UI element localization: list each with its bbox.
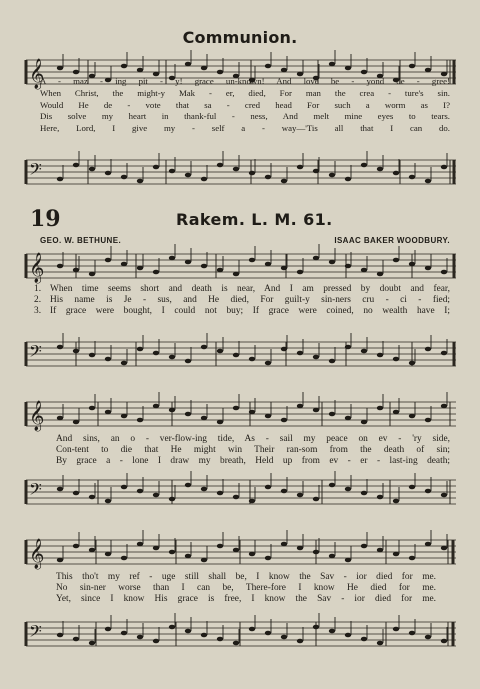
note-head: [105, 258, 111, 263]
page-title: Communion.: [182, 28, 298, 47]
verse-line: Would He de - vote that sa - cred head For such a worm as I?: [40, 99, 450, 110]
note-head: [281, 489, 287, 494]
note-head: [441, 351, 447, 356]
note-head: [57, 416, 63, 421]
note-head: [185, 554, 191, 559]
note-head: [153, 351, 159, 356]
note-head: [377, 272, 383, 277]
note-head: [393, 627, 399, 632]
note-head: [425, 68, 431, 73]
note-head: [169, 169, 175, 174]
note-head: [217, 163, 223, 168]
note-head: [137, 418, 143, 423]
note-head: [137, 266, 143, 271]
note-head: [57, 264, 63, 269]
note-head: [409, 485, 415, 490]
note-head: [377, 353, 383, 358]
note-head: [265, 556, 271, 561]
note-head: [73, 70, 79, 75]
note-head: [121, 485, 127, 490]
note-head: [377, 641, 383, 646]
note-head: [73, 163, 79, 168]
note-head: [89, 641, 95, 646]
note-head: [409, 631, 415, 636]
note-head: [153, 270, 159, 275]
note-head: [345, 177, 351, 182]
note-head: [281, 347, 287, 352]
note-head: [89, 495, 95, 500]
note-head: [201, 558, 207, 563]
note-head: [217, 268, 223, 273]
note-head: [265, 631, 271, 636]
note-head: [105, 410, 111, 415]
note-head: [57, 487, 63, 492]
note-head: [169, 625, 175, 630]
note-head: [105, 627, 111, 632]
note-head: [89, 548, 95, 553]
note-head: [425, 179, 431, 184]
note-head: [121, 64, 127, 69]
note-head: [409, 361, 415, 366]
note-head: [409, 414, 415, 419]
note-head: [121, 361, 127, 366]
note-head: [377, 167, 383, 172]
note-head: [345, 487, 351, 492]
note-head: [393, 499, 399, 504]
note-head: [57, 558, 63, 563]
note-head: [249, 552, 255, 557]
system3-verses: [56, 572, 436, 606]
svg-text:𝄢: 𝄢: [29, 621, 42, 645]
note-head: [361, 349, 367, 354]
note-head: [345, 66, 351, 71]
svg-text:𝄞: 𝄞: [29, 401, 45, 431]
note-head: [345, 558, 351, 563]
note-head: [201, 487, 207, 492]
note-head: [409, 262, 415, 267]
note-head: [153, 165, 159, 170]
note-head: [313, 355, 319, 360]
note-head: [217, 349, 223, 354]
note-head: [329, 173, 335, 178]
note-head: [185, 173, 191, 178]
verse-line: 3. If grace were bought, I could not buy; If grace were coined, no wealth have I;: [34, 306, 450, 317]
note-head: [201, 416, 207, 421]
note-head: [297, 404, 303, 409]
svg-text:𝄞: 𝄞: [29, 253, 45, 283]
note-head: [185, 412, 191, 417]
note-head: [233, 548, 239, 553]
note-head: [137, 489, 143, 494]
note-head: [425, 489, 431, 494]
note-head: [169, 256, 175, 261]
verse-line: Here, Lord, I give my - self a - way—'Tis all that I can do.: [40, 123, 450, 134]
note-head: [441, 546, 447, 551]
note-head: [329, 260, 335, 265]
note-head: [265, 485, 271, 490]
top-verses: [40, 76, 450, 135]
note-head: [377, 495, 383, 500]
note-head: [265, 262, 271, 267]
note-head: [425, 418, 431, 423]
verse-line: Con-tent to die that He might win Their ran-som from the death of sin;: [56, 445, 450, 456]
note-head: [281, 418, 287, 423]
note-head: [265, 64, 271, 69]
bass-staff-2: [26, 478, 456, 508]
note-head: [425, 635, 431, 640]
note-head: [169, 550, 175, 555]
note-head: [281, 542, 287, 547]
note-head: [441, 639, 447, 644]
verse-line: And sins, an o - ver-flow-ing tide, As - sail my peace on ev - 'ry side,: [56, 434, 450, 444]
note-head: [153, 493, 159, 498]
note-head: [297, 165, 303, 170]
note-head: [329, 483, 335, 488]
note-head: [233, 167, 239, 172]
note-head: [361, 491, 367, 496]
note-head: [105, 357, 111, 362]
note-head: [425, 542, 431, 547]
treble-staff-3: [26, 538, 456, 568]
system2-verses: [56, 434, 450, 468]
note-head: [153, 639, 159, 644]
note-head: [329, 359, 335, 364]
note-head: [361, 163, 367, 168]
note-head: [265, 414, 271, 419]
note-head: [153, 404, 159, 409]
note-head: [441, 493, 447, 498]
note-head: [233, 272, 239, 277]
note-head: [377, 548, 383, 553]
note-head: [89, 353, 95, 358]
note-head: [185, 629, 191, 634]
note-head: [73, 637, 79, 642]
note-head: [345, 345, 351, 350]
note-head: [217, 491, 223, 496]
note-head: [441, 270, 447, 275]
note-head: [217, 544, 223, 549]
bass-staff-top: [26, 158, 456, 188]
note-head: [233, 353, 239, 358]
note-head: [201, 633, 207, 638]
note-head: [201, 66, 207, 71]
note-head: [185, 359, 191, 364]
lyricist: GEO. W. BETHUNE.: [40, 236, 122, 245]
treble-staff-1: [26, 252, 456, 282]
verse-line: Yet, since I know His grace is free, I know the Sav - ior died for me.: [56, 594, 436, 605]
verse-line: When Christ, the might-y Mak - er, died, For man the crea - ture's sin.: [40, 87, 450, 98]
svg-text:𝄢: 𝄢: [29, 479, 42, 503]
note-head: [73, 544, 79, 549]
note-head: [249, 258, 255, 263]
bass-staff-3: [26, 620, 456, 650]
svg-text:𝄢: 𝄢: [29, 159, 42, 183]
note-head: [393, 552, 399, 557]
verse-line: A - maz - ing pit - y! grace un-known! And love be - yond de - gree!: [40, 76, 450, 86]
note-head: [185, 62, 191, 67]
note-head: [425, 266, 431, 271]
note-head: [393, 357, 399, 362]
note-head: [233, 495, 239, 500]
note-head: [361, 420, 367, 425]
note-head: [169, 408, 175, 413]
note-head: [361, 268, 367, 273]
note-head: [57, 66, 63, 71]
note-head: [313, 408, 319, 413]
note-head: [185, 483, 191, 488]
note-head: [281, 266, 287, 271]
note-head: [393, 171, 399, 176]
note-head: [249, 357, 255, 362]
note-head: [361, 70, 367, 75]
note-head: [313, 550, 319, 555]
note-head: [217, 70, 223, 75]
note-head: [57, 633, 63, 638]
note-head: [89, 272, 95, 277]
verse-line: By grace a - lone I draw my breath, Held up from ev - er - last-ing death;: [56, 456, 450, 467]
note-head: [185, 260, 191, 265]
note-head: [393, 258, 399, 263]
note-head: [73, 420, 79, 425]
note-head: [121, 175, 127, 180]
svg-text:𝄞: 𝄞: [29, 59, 45, 89]
note-head: [297, 546, 303, 551]
note-head: [217, 637, 223, 642]
note-head: [153, 546, 159, 551]
note-head: [89, 406, 95, 411]
note-head: [137, 179, 143, 184]
note-head: [137, 68, 143, 73]
hymn-title: Rakem. L. M. 61.: [176, 210, 333, 229]
note-head: [249, 410, 255, 415]
note-head: [409, 556, 415, 561]
note-head: [265, 175, 271, 180]
note-head: [169, 355, 175, 360]
note-head: [73, 349, 79, 354]
note-head: [409, 64, 415, 69]
note-head: [265, 361, 271, 366]
note-head: [233, 641, 239, 646]
note-head: [121, 556, 127, 561]
note-head: [361, 637, 367, 642]
note-head: [297, 493, 303, 498]
composer: ISAAC BAKER WOODBURY.: [334, 236, 450, 245]
verse-line: 1. When time seems short and death is near, And I am pressed by doubt and fear,: [34, 284, 450, 294]
note-head: [233, 406, 239, 411]
note-head: [169, 497, 175, 502]
note-head: [297, 270, 303, 275]
treble-staff-2: [26, 400, 456, 430]
svg-text:𝄢: 𝄢: [29, 341, 42, 365]
note-head: [105, 552, 111, 557]
note-head: [329, 554, 335, 559]
note-head: [137, 542, 143, 547]
note-head: [345, 264, 351, 269]
note-head: [57, 345, 63, 350]
note-head: [121, 631, 127, 636]
note-head: [201, 177, 207, 182]
note-head: [249, 627, 255, 632]
verse-line: Dis solve my heart in thank-ful - ness, And melt mine eyes to tears.: [40, 111, 450, 122]
note-head: [441, 404, 447, 409]
verse-line: 2. His name is Je - sus, and He died, For guilt-y sin-ners cru - ci - fied;: [34, 295, 450, 306]
note-head: [297, 351, 303, 356]
verse-line: This tho't my ref - uge still shall be, I know the Sav - ior died for me.: [56, 572, 436, 582]
note-head: [281, 68, 287, 73]
note-head: [313, 169, 319, 174]
note-head: [57, 177, 63, 182]
note-head: [441, 165, 447, 170]
note-head: [313, 625, 319, 630]
note-head: [281, 179, 287, 184]
note-head: [409, 175, 415, 180]
note-head: [297, 639, 303, 644]
note-head: [201, 345, 207, 350]
note-head: [217, 420, 223, 425]
note-head: [249, 499, 255, 504]
note-head: [329, 629, 335, 634]
note-head: [137, 347, 143, 352]
note-head: [201, 264, 207, 269]
note-head: [313, 256, 319, 261]
note-head: [73, 268, 79, 273]
note-head: [121, 414, 127, 419]
note-head: [249, 171, 255, 176]
svg-text:𝄞: 𝄞: [29, 539, 45, 569]
note-head: [281, 635, 287, 640]
verse-line: No sin-ner worse than I can be, There-fore I know He died for me.: [56, 583, 436, 594]
note-head: [73, 491, 79, 496]
note-head: [313, 497, 319, 502]
note-head: [137, 635, 143, 640]
note-head: [377, 406, 383, 411]
note-head: [105, 499, 111, 504]
system1-verses: [34, 284, 450, 318]
bass-staff-1: [26, 340, 456, 370]
note-head: [345, 633, 351, 638]
note-head: [393, 410, 399, 415]
note-head: [105, 171, 111, 176]
note-head: [345, 416, 351, 421]
note-head: [329, 412, 335, 417]
note-head: [89, 167, 95, 172]
note-head: [329, 62, 335, 67]
note-head: [361, 544, 367, 549]
hymn-number: 19: [30, 206, 61, 232]
note-head: [425, 347, 431, 352]
note-head: [121, 262, 127, 267]
